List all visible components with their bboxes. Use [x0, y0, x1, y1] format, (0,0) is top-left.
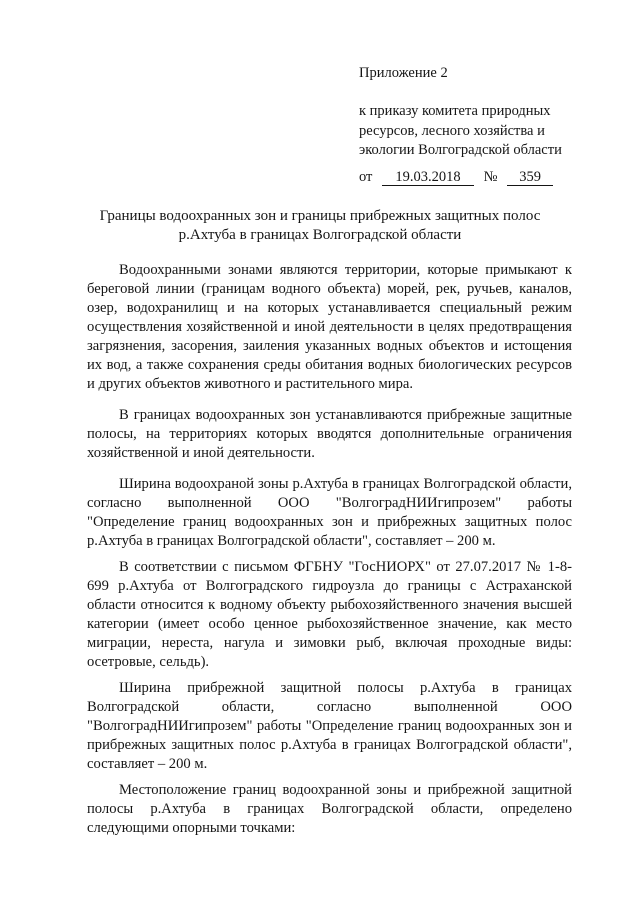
paragraph-2: В границах водоохранных зон устанавливаются прибрежные защитные полосы, на территориях которых вводятся дополнительные ограничения хозяйственной и иной деятельности. — [87, 407, 572, 461]
date-prefix: от — [359, 169, 373, 186]
title-line-2: р.Ахтуба в границах Волгоградской области — [178, 227, 462, 243]
document-body — [87, 261, 572, 838]
order-number: 359 — [507, 170, 553, 186]
appendix-header — [359, 64, 609, 187]
appendix-label: Приложение 2 — [359, 65, 448, 81]
number-sign: № — [483, 169, 498, 186]
order-line-2: ресурсов, лесного хозяйства и — [359, 122, 545, 139]
paragraph-3: Ширина водоохраной зоны р.Ахтуба в границах Волгоградской области, согласно выполненной ООО "ВолгоградНИИгипрозем" работы "Определение границ водоохранных зон и прибрежных защитных полос р.Ахтуба в границах Волгоградской области", составляет – 200 м. — [87, 476, 572, 549]
title-line-1: Границы водоохранных зон и границы прибрежных защитных полос — [99, 208, 541, 224]
order-line-3: экологии Волгоградской области — [359, 141, 562, 158]
paragraph-4: В соответствии с письмом ФГБНУ "ГосНИОРХ" от 27.07.2017 № 1-8-699 р.Ахтуба от Волгоградского гидроузла до границы с Астраханской области относится к водному объекту рыбохозяйственного значения высшей категории (имеет особо ценное рыбохозяйственное значение, как место миграции, нереста, нагула и зимовки рыб, включая проходные виды: осетровые, сельдь). — [87, 559, 572, 670]
paragraph-6: Местоположение границ водоохранной зоны и прибрежной защитной полосы р.Ахтуба в границах Волгоградской области, определено следующими опорными точками: — [87, 782, 572, 836]
order-line-1: к приказу комитета природных — [359, 103, 551, 120]
order-date: 19.03.2018 — [382, 170, 474, 186]
paragraph-5: Ширина прибрежной защитной полосы р.Ахтуба в границах Волгоградской области, согласно выполненной ООО "ВолгоградНИИгипрозем" работы "Определение границ водоохранных зон и прибрежных защитных полос р.Ахтуба в границах Волгоградской области", составляет – 200 м. — [87, 680, 572, 772]
order-date-line — [359, 168, 609, 187]
document-title — [40, 207, 600, 245]
paragraph-1: Водоохранными зонами являются территории, которые примыкают к береговой линии (границам водного объекта) морей, рек, ручьев, каналов, озер, водохранилищ и на которых устанавливается специальный режим осуществления хозяйственной и иной деятельности в целях предотвращения загрязнения, засорения, заиления указанных водных объектов и истощения их вод, а также сохранения среды обитания водных биологических ресурсов и других объектов животного и растительного мира. — [87, 262, 572, 392]
